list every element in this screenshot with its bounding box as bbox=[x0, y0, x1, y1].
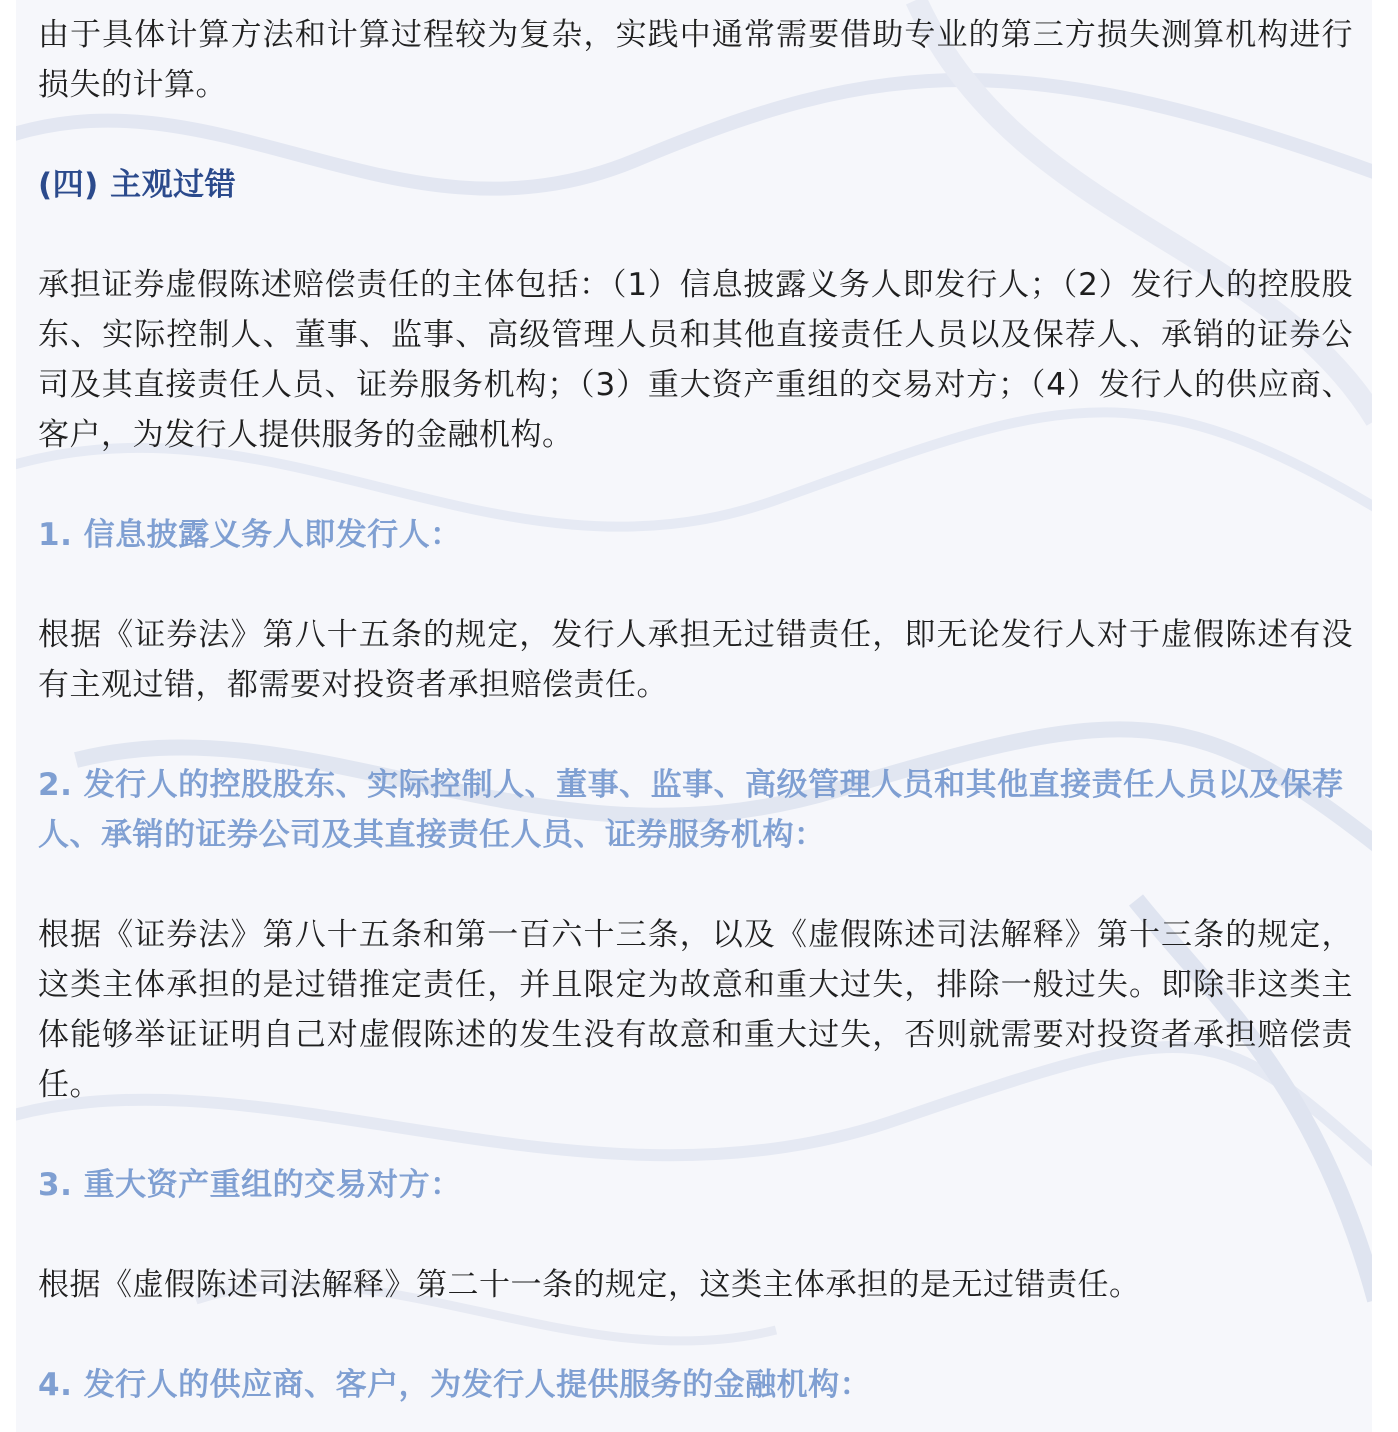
subheading-restructuring-counterparty: 3. 重大资产重组的交易对方： bbox=[38, 1167, 462, 1203]
subheading-controlling-shareholders: 2. 发行人的控股股东、实际控制人、董事、监事、高级管理人员和其他直接责任人员以及保荐人、承销的证券公司及其直接责任人员、证券服务机构： bbox=[38, 767, 1344, 853]
article-content bbox=[38, 10, 1353, 1410]
paragraph-issuer-liability: 根据《证券法》第八十五条的规定，发行人承担无过错责任，即无论发行人对于虚假陈述有没有主观过错，都需要对投资者承担赔偿责任。 bbox=[38, 617, 1353, 703]
paragraph-counterparty-liability: 根据《虚假陈述司法解释》第二十一条的规定，这类主体承担的是无过错责任。 bbox=[38, 1267, 1141, 1303]
section-heading-subjective-fault: (四) 主观过错 bbox=[38, 167, 237, 203]
paragraph-loss-calculation: 由于具体计算方法和计算过程较为复杂，实践中通常需要借助专业的第三方损失测算机构进行损失的计算。 bbox=[38, 17, 1353, 103]
paragraph-presumed-fault-liability: 根据《证券法》第八十五条和第一百六十三条，以及《虚假陈述司法解释》第十三条的规定，这类主体承担的是过错推定责任，并且限定为故意和重大过失，排除一般过失。即除非这类主体能够举证证明自己对虚假陈述的发生没有故意和重大过失，否则就需要对投资者承担赔偿责任。 bbox=[38, 917, 1353, 1103]
subheading-issuer: 1. 信息披露义务人即发行人： bbox=[38, 517, 462, 553]
subheading-suppliers-customers: 4. 发行人的供应商、客户，为发行人提供服务的金融机构： bbox=[38, 1367, 872, 1403]
paragraph-liable-subjects: 承担证券虚假陈述赔偿责任的主体包括：（1）信息披露义务人即发行人；（2）发行人的控股股东、实际控制人、董事、监事、高级管理人员和其他直接责任人员以及保荐人、承销的证券公司及其直接责任人员、证券服务机构；（3）重大资产重组的交易对方；（4）发行人的供应商、客户，为发行人提供服务的金融机构。 bbox=[38, 267, 1353, 453]
